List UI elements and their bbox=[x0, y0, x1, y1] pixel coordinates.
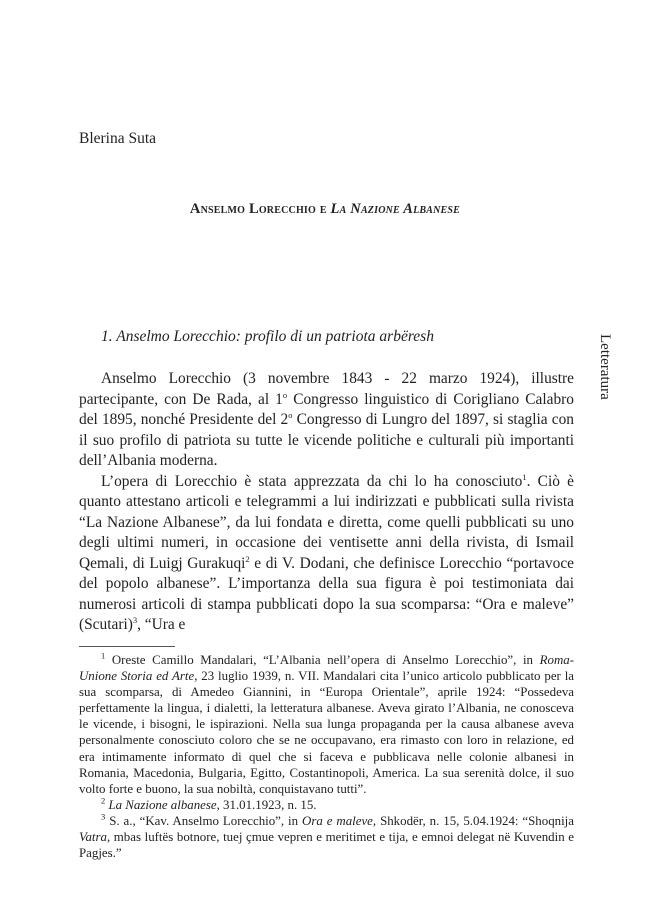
footnote-3-number: 3 bbox=[101, 811, 106, 822]
paragraph-2 bbox=[79, 472, 574, 636]
p2-text-2: . Ciò è quanto attestano articoli e telegrammi a lui indirizzati e pubblicati sulla rivista “La Nazione Albanese”, da lui fondata e diretta, come quelli pubblicati su uno degli ultimi numeri, in occasione dei ventisette anni della rivista, di Ismail Qemali, di Luigj Gurakuqi bbox=[79, 472, 574, 572]
title-part-regular: Anselmo Lorecchio e bbox=[189, 201, 331, 217]
footnote-1-text-1: Oreste Camillo Mandalari, “L’Albania nell’opera di Anselmo Lorecchio”, in bbox=[105, 653, 540, 667]
section-heading: 1. Anselmo Lorecchio: profilo di un patriota arbëresh bbox=[101, 328, 434, 345]
footnote-3-italic-1: Ora e maleve bbox=[302, 813, 373, 828]
side-section-label: Letteratura bbox=[597, 334, 613, 400]
footnote-2-number: 2 bbox=[101, 795, 106, 806]
p1-ordinal-2: o bbox=[288, 409, 293, 420]
p1-text-2: Congresso linguistico di Corigliano Calabro del 1895, nonché Presidente del 2 bbox=[79, 390, 574, 428]
footnote-2-text: , 31.01.1923, n. 15. bbox=[216, 797, 317, 812]
article-title bbox=[0, 201, 650, 218]
footnotes bbox=[79, 652, 574, 861]
body-text bbox=[79, 369, 574, 636]
footnote-ref-1[interactable]: 1 bbox=[522, 471, 527, 482]
footnote-2 bbox=[79, 797, 574, 813]
footnote-3-text-2: , Shkodër, n. 15, 5.04.1924: “Shoqnija bbox=[372, 813, 574, 828]
footnote-ref-3[interactable]: 3 bbox=[132, 614, 138, 625]
p2-text-3: e di V. Dodani, che definisce Lorecchio “portavoce del popolo albanese”. L’importanza della sua figura è poi testimoniata dai numerosi articoli di stampa pubblicati dopo la sua scomparsa: “Ora e maleve” (Scutari) bbox=[79, 554, 574, 633]
p2-text-4: , “Ura e bbox=[137, 616, 186, 633]
footnote-ref-2[interactable]: 2 bbox=[245, 553, 250, 564]
footnote-1 bbox=[79, 652, 574, 797]
footnote-3-italic-2: Vatra bbox=[79, 830, 107, 845]
footnote-1-text-2: , 23 luglio 1939, n. VII. Mandalari cita l’unico articolo pubblicato per la sua scomparsa, di Amedeo Giannini, in “Europa Orientale”, aprile 1924: “Possedeva perfettamente la lingua, i dialetti, la letteratura albanese. Aveva girato l’Albania, ne conosceva le vicende, i bisogni, le ispirazioni. Nella sua lunga propaganda per la causa albanese aveva personalmente conosciuto coloro che se ne occupavano, era rimasto con loro in relazione, ed era intimamente informato di quel che si faceva e pubblicava nelle colonie albanesi in Romania, Macedonia, Bulgaria, Egitto, Costantinopoli, America. La sua serenità dolce, il suo volto forte e buono, la sua nobiltà, conquistavano tutti”. bbox=[79, 669, 575, 796]
footnote-3-text-1: S. a., “Kav. Anselmo Lorecchio”, in bbox=[105, 813, 303, 828]
p1-text-3: Congresso di Lungro del 1897, si staglia con il suo profilo di patriota su tutte le vicende politiche e culturali più importanti dell’Albania moderna. bbox=[79, 411, 574, 469]
p1-text-1: Anselmo Lorecchio (3 novembre 1843 - 22 marzo 1924), illustre partecipante, con De Rada, al 1 bbox=[79, 370, 574, 408]
footnote-1-number: 1 bbox=[101, 650, 106, 661]
p2-text-1: L’opera di Lorecchio è stata apprezzata da chi lo ha conosciuto bbox=[101, 472, 523, 490]
paragraph-1 bbox=[79, 369, 574, 472]
title-part-italic: La Nazione Albanese bbox=[330, 201, 461, 217]
footnote-3-text-3: , mbas luftës botnore, tuej çmue vepren e meritimet e tija, e emnoi delegat në Kuvendin e Pagjes.” bbox=[79, 830, 574, 861]
footnote-3 bbox=[79, 813, 574, 861]
author-name: Blerina Suta bbox=[79, 130, 157, 147]
footnote-1-italic: Roma-Unione Storia ed Arte bbox=[79, 653, 574, 684]
footnote-2-italic: La Nazione albanese bbox=[105, 797, 217, 812]
p1-ordinal-1: o bbox=[282, 389, 288, 400]
footnote-separator bbox=[79, 646, 175, 647]
